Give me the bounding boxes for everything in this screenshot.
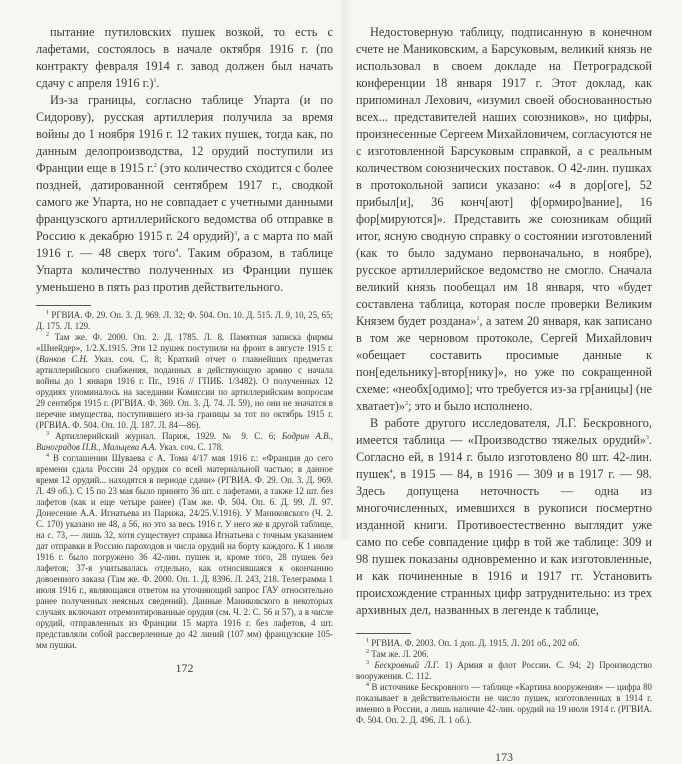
footnote-marker: 2 — [46, 332, 49, 339]
footnote-marker: 4 — [389, 468, 393, 475]
footnote-marker: 4 — [366, 682, 369, 689]
text-run: . — [156, 76, 160, 90]
left-page — [36, 24, 333, 675]
text-run: , в 1915 — 84, в 1916 — 309 и в 1917 г. — 98. Здесь допущена неточность — одна из многочисленных, имевшихся в рукописи посмертно изданной книги. Противоестественно выглядит уже само по себе совпадение цифр в той же таблице: 309 и 98 пушек показаны одновременно и как изготовленные, и как починенные в 1916 и 1917 гг. Установить происхождение странных цифр затруднительно: из трех архивных дел, названных в легенде к таблице, — [356, 467, 652, 617]
right-page-footnotes — [356, 638, 652, 726]
text-run: . Таким образом, в таблице Упарта количество полученных из Франции пушек уменьшено в пять раз против действительного. — [36, 246, 334, 294]
text-run: Артиллерийский журнал. Париж, 1929. № 9. С. 6; — [49, 431, 282, 441]
text-run: 1) Армия и флот России. С. 94; 2) Производство вооружения. С. 112. — [356, 660, 652, 681]
footnote — [356, 660, 652, 682]
text-run: В соглашении Шуваева с А. Тома 4/17 мая 1916 г.: «Франция до сего времени сдала России 24 орудия со всей материальной частью; в данное время 12 орудий... находятся в периоде сдачи» (РГВИА. Ф. 29. Оп. 3. Д. 969. Л. 49 об.). С 15 по 23 мая было принято 36 шт. с лафетами, а также 12 шт. без лафетов (как и еще четыре ранее) (Там же. Ф. 504. Оп. 6. Д. 99. Л. 97. Донесение А.А. Игнатьева из Парижа, 24/25.V.1916). У Маниковского (Ч. 2. С. 170) указано не 48, а 56, но это за весь 1916 г. У него же в другой таблице, на с. 73, — лишь 32, хотя существует справка Игнатьева с точным указанием дат отправки в Россию пароходов и числа орудий на борту каждого. К 1 июля 1916 г. было погружено 36 42-лин. пушек и, кроме того, 28 пушек без лафетов; 37-я учитывалась отдельно, как относившаяся к окончанию довоенного заказа (Там же. Ф. 2000. Оп. 1. Д. 8396. Л. 243, 218. Телеграмма 1 июля 1916 г., являющаяся ответом на уточняющий запрос ГАУ относительно ранее полученных неясных сведений). Данные Маниковского в некоторых случаях включают отремонтированные орудия (см. Ч. 2. С. 56 и 57), а в числе орудий, отправленных из Франции 15 марта 1916 г. без лафетов, 4 шт. представляли собой рассверленные до 42 линий (107 мм) французские 105-мм пушки. — [36, 453, 333, 650]
body-paragraph — [36, 92, 333, 296]
text-run: Из-за границы, согласно таблице Упарта (и по Сидорову), русская артиллерия получила за время войны до 1 ноября 1916 г. 12 таких пушек, тогда как, по данным делопроизводства, 12 орудий поступили из Франции еще в 1915 г. — [36, 93, 333, 175]
page-number-left: 172 — [175, 661, 194, 675]
body-paragraph — [36, 24, 333, 92]
footnote — [36, 332, 333, 431]
footnote-marker: 2 — [405, 400, 408, 407]
text-run: ; это и было исполнено. — [408, 399, 533, 413]
footnote-marker: 3 — [645, 434, 649, 441]
text-run: Недостоверную таблицу, подписанную в конечном счете не Маниковским, а Барсуковым, великий князь не использовал в своем докладе на Петроградской конференции 18 января 1917 г. Этот доклад, как припоминал Лехович, «изумил своей обоснованностью всех... представителей наших союзников», но цифры, произнесенные Сергеем Михайловичем, согласуются не с изготовленной Барсуковым справкой, а с реальным количеством союзнических поставок. О 42-лин. пушках в протокольной записи указано: «4 в дор[оге], 52 прибыл[и], 36 конч[ают] ф[ормиро]вание], 16 фор[мируются]». Представить же союзникам общий итог, ясную сводную справку о состоянии изготовлений (как то было задумано первоначально, в ноябре), русское артиллерийское ведомство не смогло. Сначала великий князь пообещал им 18 января, что «будет составлена таблица, которая после проверки Великим Князем будет роздана» — [356, 25, 652, 328]
text-run: , а затем 20 января, как записано в том же черновом протоколе, Сергей Михайлович «обещает составить просимые данные к пон[едельнику]-втор[нику]», но уже по сокращенной схеме: «необх[одимо]; что требуется из-за гр[аницы] (не хватает)» — [356, 314, 652, 413]
footnote-marker: 1 — [476, 315, 480, 322]
text-run: Указ. соч. С. 178. — [156, 442, 224, 452]
body-paragraph — [356, 24, 652, 415]
text-run: Там же. Ф. 2000. Оп. 2. Д. 1785. Л. 8. Памятная записка фирмы «Шнейдер», 1/2.X.1915. Эти 12 пушек поступили на фронт в августе 1915 г. ( — [36, 332, 333, 364]
text-run: РГВИА. Ф. 29. Оп. 3. Д. 969. Л. 32; Ф. 504. Оп. 10. Д. 515. Л. 9, 10, 25, 65; Д. 175. Л. 129. — [36, 310, 333, 331]
footnote — [36, 431, 333, 453]
text-run: , а с марта по май 1916 г. — 48 сверх того — [36, 229, 333, 260]
footnote-marker: 4 — [175, 247, 179, 254]
footnote-marker: 1 — [153, 77, 157, 84]
text-run: РГВИА. Ф. 2003. Оп. 1 доп. Д. 1915. Л. 201 об., 202 об. — [369, 638, 580, 648]
author-name: Ванков С.Н. — [38, 354, 89, 364]
left-page-body — [36, 24, 333, 296]
book-gutter — [339, 0, 351, 540]
text-run: пытание путиловских пушек возкой, то есть с лафетами, состоялось в начале октября 1916 г. (по контракту февраля 1914 г. завод должен был начать сдачу с апреля 1916 г.) — [36, 25, 333, 90]
footnote-marker: 1 — [46, 310, 49, 317]
text-run: В работе другого исследователя, Л.Г. Бескровного, имеется таблица — «Производство тяжелых орудий» — [356, 416, 652, 447]
page-number-right: 173 — [495, 750, 513, 764]
footnote-divider — [356, 633, 411, 634]
footnote-marker: 2 — [153, 162, 157, 169]
footnote-marker: 2 — [366, 649, 369, 656]
footnote — [356, 649, 652, 660]
footnote-divider — [36, 305, 91, 306]
right-page — [356, 24, 652, 764]
text-run: (это количество сходится с более поздней, датированной сентябрем 1917 г., сводкой самого же Упарта, но не совпадает с учетными данными французского артиллерийского ведомства об отправке в Россию к декабрю 1915 г. 24 орудий) — [36, 161, 333, 243]
footnote — [36, 310, 333, 332]
footnote — [356, 638, 652, 649]
right-page-body — [356, 24, 652, 619]
footnote — [36, 453, 333, 651]
text-run: . Согласно ей, в 1914 г. было изготовлено 80 шт. 42-лин. пушек — [356, 433, 652, 481]
text-run: В источнике Бескровного — таблице «Картина вооружения» — цифра 80 показывает в действительности не число пушек, изготовленных в 1914 г. именно в России, а лишь наличие 42-лин. орудий на 19 июля 1914 г. (РГВИА. Ф. 504. Оп. 2. Д. 496. Л. 1 об.). — [356, 682, 652, 725]
footnote-marker: 1 — [366, 638, 369, 645]
text-run: Там же. Л. 206. — [369, 649, 429, 659]
body-paragraph — [356, 415, 652, 619]
footnote-marker: 3 — [234, 230, 238, 237]
author-name: Бодрин А.В., Виноградов П.В., Мальцева А.А. — [36, 431, 333, 452]
footnote — [356, 682, 652, 726]
footnote-marker: 4 — [46, 453, 49, 460]
author-name: Бескровный Л.Г. — [369, 660, 440, 670]
footnote-marker: 3 — [366, 660, 369, 667]
left-page-footnotes — [36, 310, 333, 651]
text-run: Указ. соч. С. 8; Краткий отчет о главнейших предметах артиллерийского снабжения, поданных в действующую армию с начала войны до 1 января 1916 г. Пг., 1916 // ГПИБ. 1/3482). О полученных 12 орудиях упоминалось на заседании Комиссии по артиллерийским вопросам 29 сентября 1915 г. (РГВИА. Ф. 369. Оп. 3. Д. 74. Л. 59), но они не значатся в перечне имущества, поступившего из-за границы за тот по октябрь 1915 г. (РГВИА. Ф. 504. Оп. 10. Д. 187. Л. 84—86). — [36, 354, 333, 430]
footnote-marker: 3 — [46, 431, 49, 438]
